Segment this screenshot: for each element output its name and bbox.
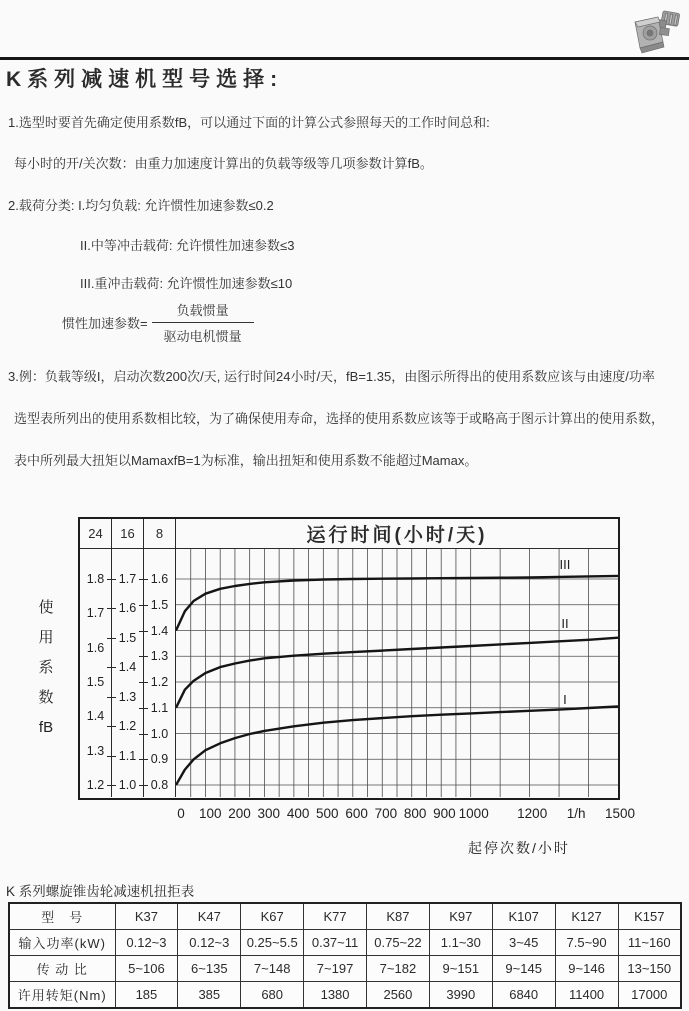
x-tick-label: 300 (257, 806, 281, 821)
table-cell: 385 (178, 982, 241, 1009)
y-tick-label: 1.5 (150, 597, 169, 612)
paragraph-example-3: 表中所列最大扭矩以MamaxfB=1为标准，输出扭矩和使用系数不能超过Mamax。 (14, 453, 478, 468)
table-cell: 6~135 (178, 956, 241, 982)
torque-table-title: K 系列螺旋锥齿轮减速机扭拒表 (6, 884, 195, 899)
table-cell: 3990 (429, 982, 492, 1009)
y-tick-label: 1.0 (118, 778, 137, 792)
table-cell: 1380 (304, 982, 367, 1009)
paragraph-load-class-1: 2.载荷分类: I.均匀负载: 允许惯性加速参数≤0.2 (8, 198, 274, 213)
page-title: K系列减速机型号选择: (6, 68, 284, 91)
paragraph-example-1: 3.例：负载等级I，启动次数200次/天, 运行时间24小时/天，fB=1.35，由图示所得出的使用系数应该与由速度/功率 (8, 369, 655, 384)
hours-col-header-8: 8 (144, 519, 176, 548)
y-tick-mark (107, 667, 116, 668)
paragraph-selection-2: 每小时的开/关次数：由重力加速度计算出的负载等级等几项参数计算fB。 (14, 156, 433, 171)
y-tick-label: 1.1 (118, 748, 137, 763)
y-tick-mark (139, 579, 148, 580)
x-axis-ticks (177, 806, 636, 824)
table-cell: 9~151 (429, 956, 492, 982)
row-header-cell: 许用转矩(Nm) (9, 982, 115, 1009)
table-cell: K67 (241, 903, 304, 930)
curve-label-II: II (561, 616, 569, 632)
y-tick-label: 1.6 (86, 640, 105, 655)
table-cell: K87 (367, 903, 430, 930)
y-tick-mark (139, 785, 148, 786)
header-rule (0, 57, 689, 60)
paragraph-load-class-2: II.中等冲击载荷: 允许惯性加速参数≤3 (80, 238, 295, 253)
table-cell: K107 (492, 903, 555, 930)
paragraph-selection-1: 1.选型时要首先确定使用系数fB，可以通过下面的计算公式参照每天的工作时间总和: (8, 115, 490, 130)
table-cell: 0.75~22 (367, 930, 430, 956)
x-tick-label: 1000 (458, 806, 489, 821)
y-scale-col-8h (144, 549, 176, 797)
table-cell: 2560 (367, 982, 430, 1009)
x-tick-label: 1200 (517, 806, 548, 821)
table-cell: K77 (304, 903, 367, 930)
y-tick-mark (107, 608, 116, 609)
table-row (9, 930, 681, 956)
x-tick-label: 0 (177, 806, 185, 821)
table-cell: 185 (115, 982, 178, 1009)
table-cell: 13~150 (618, 956, 681, 982)
row-header-cell: 输入功率(kW) (9, 930, 115, 956)
x-tick-label: 600 (345, 806, 368, 821)
y-tick-mark (139, 656, 148, 657)
y-tick-label: 1.3 (86, 743, 105, 758)
y-axis-title-char: fB (38, 719, 54, 736)
x-tick-label: 1500 (604, 806, 636, 821)
table-cell: 7~197 (304, 956, 367, 982)
y-tick-label: 1.6 (118, 601, 137, 616)
y-tick-mark (139, 631, 148, 632)
y-tick-label: 1.2 (86, 778, 105, 792)
usage-factor-chart (78, 517, 620, 800)
y-tick-label: 1.5 (86, 675, 105, 689)
y-tick-label: 1.8 (86, 572, 105, 586)
table-cell: K127 (555, 903, 618, 930)
y-axis-scales (80, 549, 176, 797)
table-row (9, 956, 681, 982)
x-tick-label: 800 (403, 806, 427, 821)
y-tick-label: 1.1 (150, 700, 169, 715)
paragraph-example-2: 选型表所列出的使用系数相比较，为了确保使用寿命，选择的使用系数应该等于或略高于图示计算出的使用系数， (14, 411, 665, 426)
chart-header (80, 519, 618, 549)
y-tick-label: 1.2 (150, 675, 169, 689)
y-scale-col-24h (80, 549, 112, 797)
y-tick-label: 0.9 (150, 752, 169, 767)
inertia-formula (62, 300, 254, 345)
formula-fraction (152, 300, 254, 345)
table-cell: 0.25~5.5 (241, 930, 304, 956)
y-tick-mark (107, 785, 116, 786)
row-header-cell: 型 号 (9, 903, 115, 930)
table-cell: 0.12~3 (178, 930, 241, 956)
y-tick-label: 1.0 (150, 726, 169, 741)
y-tick-label: 1.7 (118, 572, 137, 586)
y-tick-mark (107, 579, 116, 580)
y-axis-title-char: 用 (38, 629, 54, 646)
table-cell: 9~146 (555, 956, 618, 982)
chart-body (80, 549, 618, 797)
y-tick-label: 1.4 (150, 623, 169, 638)
table-cell: K37 (115, 903, 178, 930)
table-cell: 0.12~3 (115, 930, 178, 956)
y-tick-mark (107, 756, 116, 757)
curve-label-III: III (559, 556, 571, 572)
hours-col-header-24: 24 (80, 519, 112, 548)
y-tick-label: 1.3 (150, 649, 169, 664)
table-cell: 0.37~11 (304, 930, 367, 956)
x-tick-label: 1/h (566, 806, 586, 821)
hours-col-header-16: 16 (112, 519, 144, 548)
formula-lhs: 惯性加速参数= (62, 316, 148, 331)
table-cell: 6840 (492, 982, 555, 1009)
y-tick-label: 1.4 (118, 660, 137, 675)
table-cell: K97 (429, 903, 492, 930)
y-tick-label: 1.7 (86, 606, 105, 621)
paragraph-load-class-3: III.重冲击载荷: 允许惯性加速参数≤10 (80, 276, 293, 291)
table-cell: 7.5~90 (555, 930, 618, 956)
y-tick-label: 1.2 (118, 719, 137, 734)
table-cell: K157 (618, 903, 681, 930)
x-tick-label: 100 (199, 806, 222, 821)
y-tick-mark (107, 726, 116, 727)
y-tick-mark (139, 708, 148, 709)
x-tick-label: 900 (433, 806, 456, 821)
y-tick-label: 1.3 (118, 689, 137, 704)
table-cell: 11400 (555, 982, 618, 1009)
table-header-row (9, 903, 681, 930)
chart-title: 运行时间(小时/天) (306, 525, 488, 546)
table-cell: 3~45 (492, 930, 555, 956)
x-tick-label: 200 (228, 806, 251, 821)
y-tick-label: 1.4 (86, 709, 105, 724)
y-axis-title (33, 593, 59, 743)
y-tick-mark (139, 605, 148, 606)
table-row (9, 982, 681, 1009)
table-cell: K47 (178, 903, 241, 930)
y-tick-mark (107, 697, 116, 698)
curve-label-I: I (563, 692, 567, 708)
table-cell: 17000 (618, 982, 681, 1009)
y-tick-label: 1.5 (118, 630, 137, 645)
torque-table (8, 902, 682, 1009)
y-axis-title-char: 使 (38, 599, 54, 616)
y-axis-title-char: 数 (38, 689, 54, 706)
y-tick-label: 1.6 (150, 572, 169, 586)
row-header-cell: 传 动 比 (9, 956, 115, 982)
x-tick-label: 400 (286, 806, 310, 821)
table-cell: 11~160 (618, 930, 681, 956)
formula-numerator: 负载惯量 (176, 303, 229, 318)
table-cell: 7~148 (241, 956, 304, 982)
y-tick-mark (139, 682, 148, 683)
plot-area (176, 549, 618, 797)
table-cell: 9~145 (492, 956, 555, 982)
y-tick-mark (139, 734, 148, 735)
y-axis-title-char: 系 (38, 659, 54, 676)
x-tick-label: 500 (316, 806, 339, 821)
table-cell: 680 (241, 982, 304, 1009)
x-tick-label: 700 (374, 806, 398, 821)
plot-svg (176, 549, 618, 797)
table-cell: 1.1~30 (429, 930, 492, 956)
y-tick-mark (107, 638, 116, 639)
formula-denominator: 驱动电机惯量 (152, 322, 254, 345)
gear-reducer-photo (626, 8, 684, 56)
x-axis-title: 起停次数/小时 (468, 840, 570, 856)
table-cell: 7~182 (367, 956, 430, 982)
y-tick-mark (139, 759, 148, 760)
y-tick-label: 0.8 (150, 778, 169, 792)
table-cell: 5~106 (115, 956, 178, 982)
